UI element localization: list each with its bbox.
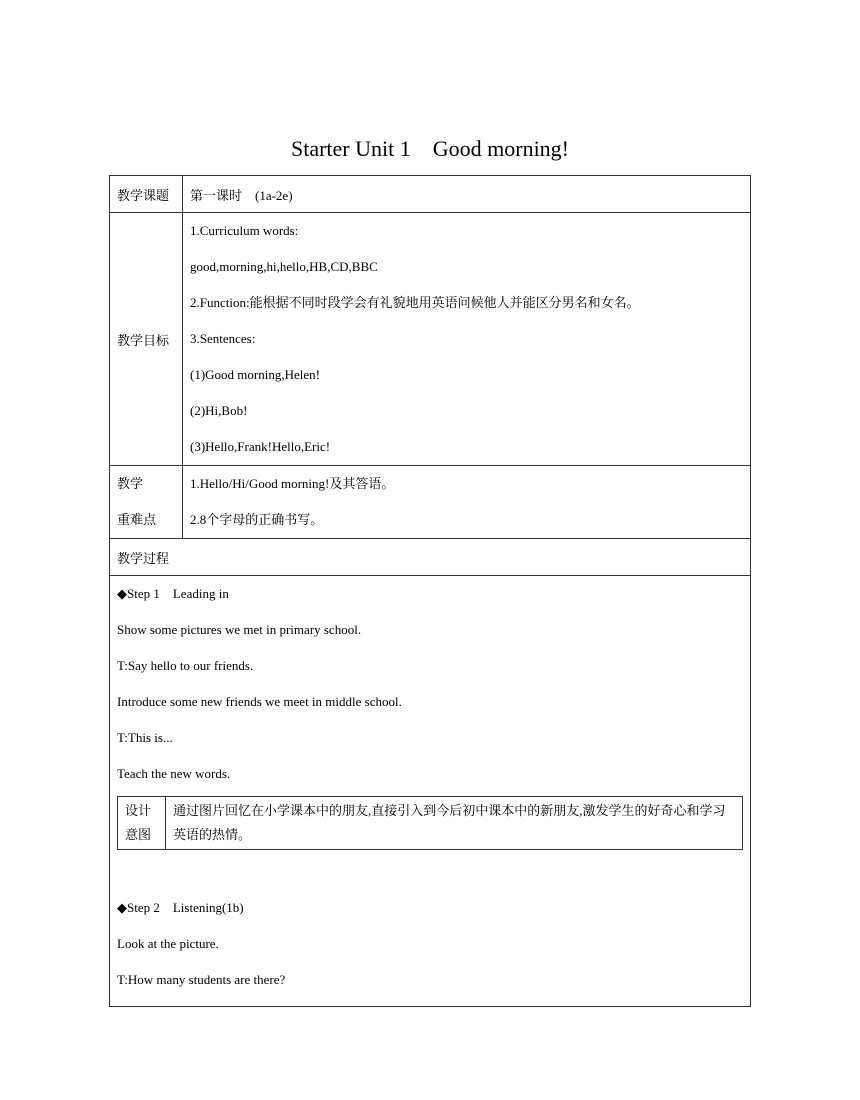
objective-line: 3.Sentences:	[190, 331, 256, 346]
step1-line: Introduce some new friends we meet in middle school.	[117, 694, 402, 709]
key-point-line: 2.8个字母的正确书写。	[190, 512, 324, 527]
lesson-plan-table	[109, 175, 751, 1007]
objectives-label: 教学目标	[110, 213, 183, 466]
process-row	[110, 539, 751, 576]
design-intent-label: 设计意图	[118, 797, 166, 850]
step1-line: T:Say hello to our friends.	[117, 658, 254, 673]
process-label: 教学过程	[110, 539, 751, 576]
process-body-row	[110, 576, 751, 1007]
step1-line: T:This is...	[117, 730, 173, 745]
step2-heading: ◆Step 2 Listening(1b)	[117, 900, 244, 915]
objectives-row	[110, 213, 751, 466]
key-point-line: 1.Hello/Hi/Good morning!及其答语。	[190, 476, 395, 491]
key-points-label	[110, 466, 183, 539]
key-points-row	[110, 466, 751, 539]
objective-line: (1)Good morning,Helen!	[190, 367, 320, 382]
design-intent-text: 通过图片回忆在小学课本中的朋友,直接引入到今后初中课本中的新朋友,激发学生的好奇心和学习英语的热情。	[166, 797, 743, 850]
subject-row	[110, 176, 751, 213]
objective-line: 1.Curriculum words:	[190, 223, 299, 238]
objective-line: (3)Hello,Frank!Hello,Eric!	[190, 439, 331, 454]
objective-line: 2.Function:能根据不同时段学会有礼貌地用英语问候他人并能区分男名和女名。	[190, 295, 640, 310]
key-points-content	[183, 466, 751, 539]
objectives-content	[183, 213, 751, 466]
key-points-label-line2: 重难点	[117, 512, 157, 527]
step1-line: Teach the new words.	[117, 766, 231, 781]
step2-line: T:How many students are there?	[117, 972, 286, 987]
subject-value: 第一课时 (1a-2e)	[183, 176, 751, 213]
document-title: Starter Unit 1 Good morning!	[290, 136, 570, 161]
key-points-label-line1: 教学	[117, 476, 144, 491]
step1-heading: ◆Step 1 Leading in	[117, 586, 229, 601]
subject-label: 教学课题	[110, 176, 183, 213]
objective-line: good,morning,hi,hello,HB,CD,BBC	[190, 259, 378, 274]
design-intent-box	[117, 796, 743, 850]
objective-line: (2)Hi,Bob!	[190, 403, 248, 418]
step1-line: Show some pictures we met in primary school.	[117, 622, 362, 637]
step2-line: Look at the picture.	[117, 936, 219, 951]
process-body	[110, 576, 751, 1007]
